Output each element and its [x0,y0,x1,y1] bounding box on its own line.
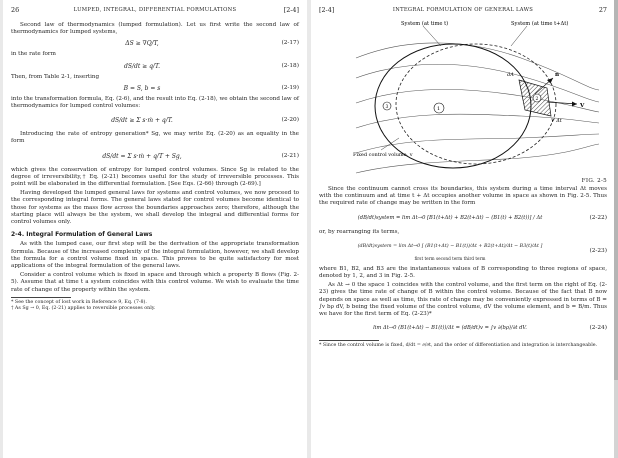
label-system-t: System (at time t) [401,21,449,27]
paragraph: Then, from Table 2-1, inserting [11,73,100,80]
label-region-1: 1 [437,106,441,112]
paragraph: in the rate form [11,51,56,58]
equation: lim Δt→0 (B1(t+Δt) − B1(t))/Δt = (dB/dt)v = ∫v ∂(bρ)/∂t dV. [373,325,527,332]
chapter-ref: [2-4] [283,6,299,14]
footnote-rule [319,340,379,341]
arrow-head-icon [572,102,577,107]
page-left [3,0,307,458]
equation-term-labels: first term second term third term [414,255,486,261]
label-n: n [555,72,560,78]
equation: dS/dt = Σ s·ṁ + q/T + Sg, [102,152,182,160]
page-number: 27 [598,6,607,14]
page-body-left [11,22,299,312]
equation: (dB/dt)system = lim Δt→0 [B1(t+Δt) + B2(t+Δt) − (B1(t) + B2(t))] / Δt [357,214,543,221]
label-region-3: 3 [385,105,389,110]
equation-row [11,112,299,129]
section-title: 2-4. Integral Formulation of General Laws [11,231,153,239]
page-right [311,0,615,458]
equation-number: (2-23) [589,247,607,254]
label-region-2: 2 [535,97,539,102]
running-head: INTEGRAL FORMULATION OF GENERAL LAWS [392,7,534,13]
paragraph: Having developed the lumped general laws for systems and control volumes, we now proceed to the corresponding integral forms. The general laws stated for control volumes become identical to those for systems as the mass flow across the boundaries approaches zero; therefore, although the starting place will always be the system, we shall develop the integral and differential forms for control volumes only. [11,190,299,226]
figure-caption: FIG. 2-5 [581,178,607,184]
equation-number: (2-21) [281,152,299,159]
label-V: V [580,103,585,109]
paragraph: into the transformation formula, Eq. (2-6), and the result into Eq. (2-18), we obtain the second law of thermodynamics for lumped control volumes: [11,95,299,110]
label-system-t-dt: System (at time t+Δt) [511,21,569,27]
footnote: † As Sg → 0, Eq. (2-21) applies to reversible processes only. [11,305,156,311]
equation-row [11,83,299,94]
figure-control-volume [351,18,601,180]
paragraph: Since the continuum cannot cross its boundaries, this system during a time interval Δt moves with the continuum and at time t + Δt occupies another volume in space as shown in Fig. 2-5. Thus the required rate of change may be written in the form [319,186,607,207]
page-number: 26 [11,6,20,14]
label-vdt: V Δt [551,118,562,124]
footnote: * See the concept of lost work in Reference 9, Eq. (7-8). [11,299,147,305]
equation: B = S, b = s [123,84,161,92]
equation-row [11,38,299,49]
page-header-left [11,6,299,15]
control-volume-boundary [375,44,531,168]
equation-number: (2-24) [589,325,607,332]
paragraph: where B1, B2, and B3 are the instantaneous values of B corresponding to three regions of space, denoted by 1, 2, and 3 in Fig. 2-5. [319,265,607,280]
equation: dS/dt ≥ Σ s·ṁ + q/T. [111,117,173,125]
vertical-scrollbar[interactable] [614,0,618,458]
paragraph: As Δt → 0 the space 1 coincides with the control volume, and the first term on the right of Eq. (2-23) gives the time rate of change of B within the control volume. Because of the fact that B now depends on space as well as time, this rate of change may be conveniently expressed in terms of B = ∫v bρ dV, b being the fixed volume of the control volume, dV the volume element, and b = B/m. Thus we have for the first term of Eq. (2-23)* [319,282,607,318]
paragraph: which gives the conservation of entropy for lumped control volumes. Since Sg is related to the degree of irreversibility,† Eq. (2-21) becomes useful for the study of irreversible processes. This point will be elaborated in the differential formulation. [See Eqs. (2-66) through (2-69).] [11,166,299,188]
equation-row [319,210,607,227]
paragraph: or, by rearranging its terms, [319,228,400,235]
paragraph: Consider a control volume which is fixed in space and through which a property B flows (Fig. 2-5). Assume that at time t a system coincides with this control volume. We wish to evaluate the time rate of change of the property within the system. [11,272,299,293]
equation-number: (2-17) [281,40,299,47]
equation-number: (2-20) [281,117,299,124]
equation-row [319,320,607,337]
chapter-ref: [2-4] [319,6,335,14]
equation-row [319,238,607,264]
equation-row [11,61,299,72]
equation-number: (2-18) [281,62,299,69]
equation: (dB/dt)system = lim Δt→0 [ (B1(t+Δt) − B1(t))/Δt + B2(t+Δt)/Δt − B3(t)/Δt ] [357,243,543,249]
equation: dS/dt ≥ q/T. [124,62,160,70]
paragraph: Introducing the rate of entropy generation* Sg, we may write Eq. (2-20) as an equality in the form [11,131,299,145]
equation-number: (2-19) [281,84,299,91]
scrollbar-thumb[interactable] [614,0,618,380]
page-header-right [319,6,607,15]
paragraph: Second law of thermodynamics (lumped formulation). Let us first write the second law of thermodynamics for lumped systems, [11,22,299,36]
footnote-rule [11,297,71,298]
equation-number: (2-22) [589,214,607,221]
label-dA: dA [507,72,514,78]
label-fixed-cv: Fixed control volume, v [353,152,413,158]
running-head: LUMPED, INTEGRAL, DIFFERENTIAL FORMULATIONS [73,7,237,13]
page-body-right [319,186,607,349]
equation: ΔS ≥ ∇Q/T, [125,40,159,48]
paragraph: As with the lumped case, our first step will be the derivation of the appropriate transformation formula. Because of the increased complexity of the integral formulation, however, we shall develop the formula for a control volume fixed in space. This proves to be quite satisfactory for most applications of the integral formulation of the general laws. [11,241,299,270]
equation-row [11,148,299,165]
footnote: * Since the control volume is fixed, d/dt = ∂/∂t, and the order of differentiation and integration is interchangeable. [319,343,598,349]
